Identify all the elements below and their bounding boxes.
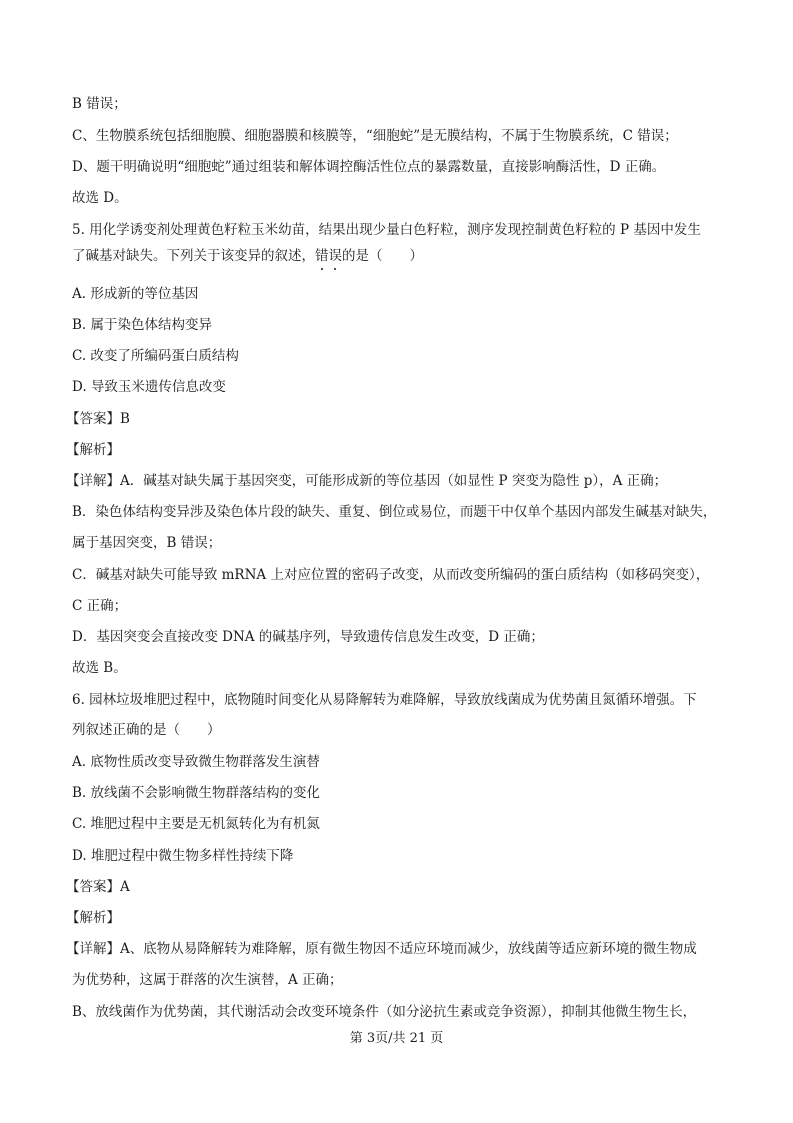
question-6-stem: 6. 园林垃圾堆肥过程中，底物随时间变化从易降解转为难降解，导致放线菌成为优势菌且氮循环增强。下 bbox=[72, 692, 697, 708]
option-a: A. 底物性质改变导致微生物群落发生演替 bbox=[72, 754, 320, 770]
option-c: C. 堆肥过程中主要是无机氮转化为有机氮 bbox=[72, 816, 320, 832]
option-a: A. 形成新的等位基因 bbox=[72, 286, 199, 302]
question-5-stem: 5. 用化学诱变剂处理黄色籽粒玉米幼苗，结果出现少量白色籽粒，测序发现控制黄色籽粒的 P 基因中发生 bbox=[72, 222, 701, 238]
text-line: 为优势种，这属于群落的次生演替，A 正确； bbox=[72, 972, 343, 988]
option-b: B. 放线菌不会影响微生物群落结构的变化 bbox=[72, 785, 321, 801]
text-line: 故选 D。 bbox=[72, 190, 128, 206]
text-line: 故选 B。 bbox=[72, 660, 127, 676]
emphasis-char: 误 bbox=[328, 248, 342, 264]
option-d: D. 导致玉米遗传信息改变 bbox=[72, 379, 226, 395]
answer-label: 【答案】A bbox=[66, 879, 130, 895]
text-line: C 正确； bbox=[72, 598, 128, 614]
stem-text: 了碱基对缺失。下列关于该变异的叙述， bbox=[72, 248, 315, 264]
stem-text: 的是（ ） bbox=[342, 248, 423, 264]
analysis-label: 【解析】 bbox=[66, 442, 120, 458]
option-c: C. 改变了所编码蛋白质结构 bbox=[72, 348, 239, 364]
text-line: 【详解】A．碱基对缺失属于基因突变，可能形成新的等位基因（如显性 P 突变为隐性 p），A 正确； bbox=[66, 473, 668, 489]
text-line: B．染色体结构变异涉及染色体片段的缺失、重复、倒位或易位，而题干中仅单个基因内部发生碱基对缺失， bbox=[72, 504, 717, 520]
emphasis-char: 错 bbox=[315, 248, 329, 264]
text-line: 【详解】A、底物从易降解转为难降解，原有微生物因不适应环境而减少，放线菌等适应新环境的微生物成 bbox=[66, 941, 697, 957]
page-footer: 第 3页/共 21 页 bbox=[349, 1031, 444, 1046]
text-line: D、题干明确说明“细胞蛇”通过组装和解体调控酶活性位点的暴露数量，直接影响酶活性，D 正确。 bbox=[72, 159, 666, 175]
text-line: 属于基因突变，B 错误； bbox=[72, 535, 222, 551]
text-line: D．基因突变会直接改变 DNA 的碱基序列，导致遗传信息发生改变，D 正确； bbox=[72, 629, 544, 645]
text-line: C、生物膜系统包括细胞膜、细胞器膜和核膜等，“细胞蛇”是无膜结构，不属于生物膜系统，C 错误； bbox=[72, 128, 678, 144]
text-line: B、放线菌作为优势菌，其代谢活动会改变环境条件（如分泌抗生素或竞争资源），抑制其他微生物生长， bbox=[72, 1004, 697, 1020]
option-b: B. 属于染色体结构变异 bbox=[72, 317, 213, 333]
answer-label: 【答案】B bbox=[66, 411, 130, 427]
analysis-label: 【解析】 bbox=[66, 910, 120, 926]
text-line: B 错误； bbox=[72, 96, 127, 112]
option-d: D. 堆肥过程中微生物多样性持续下降 bbox=[72, 848, 294, 864]
question-6-stem-cont: 列叙述正确的是（ ） bbox=[72, 722, 221, 738]
text-line: C．碱基对缺失可能导致 mRNA 上对应位置的密码子改变，从而改变所编码的蛋白质结构（如移码突变）， bbox=[72, 567, 710, 583]
question-5-stem-cont bbox=[72, 247, 732, 265]
